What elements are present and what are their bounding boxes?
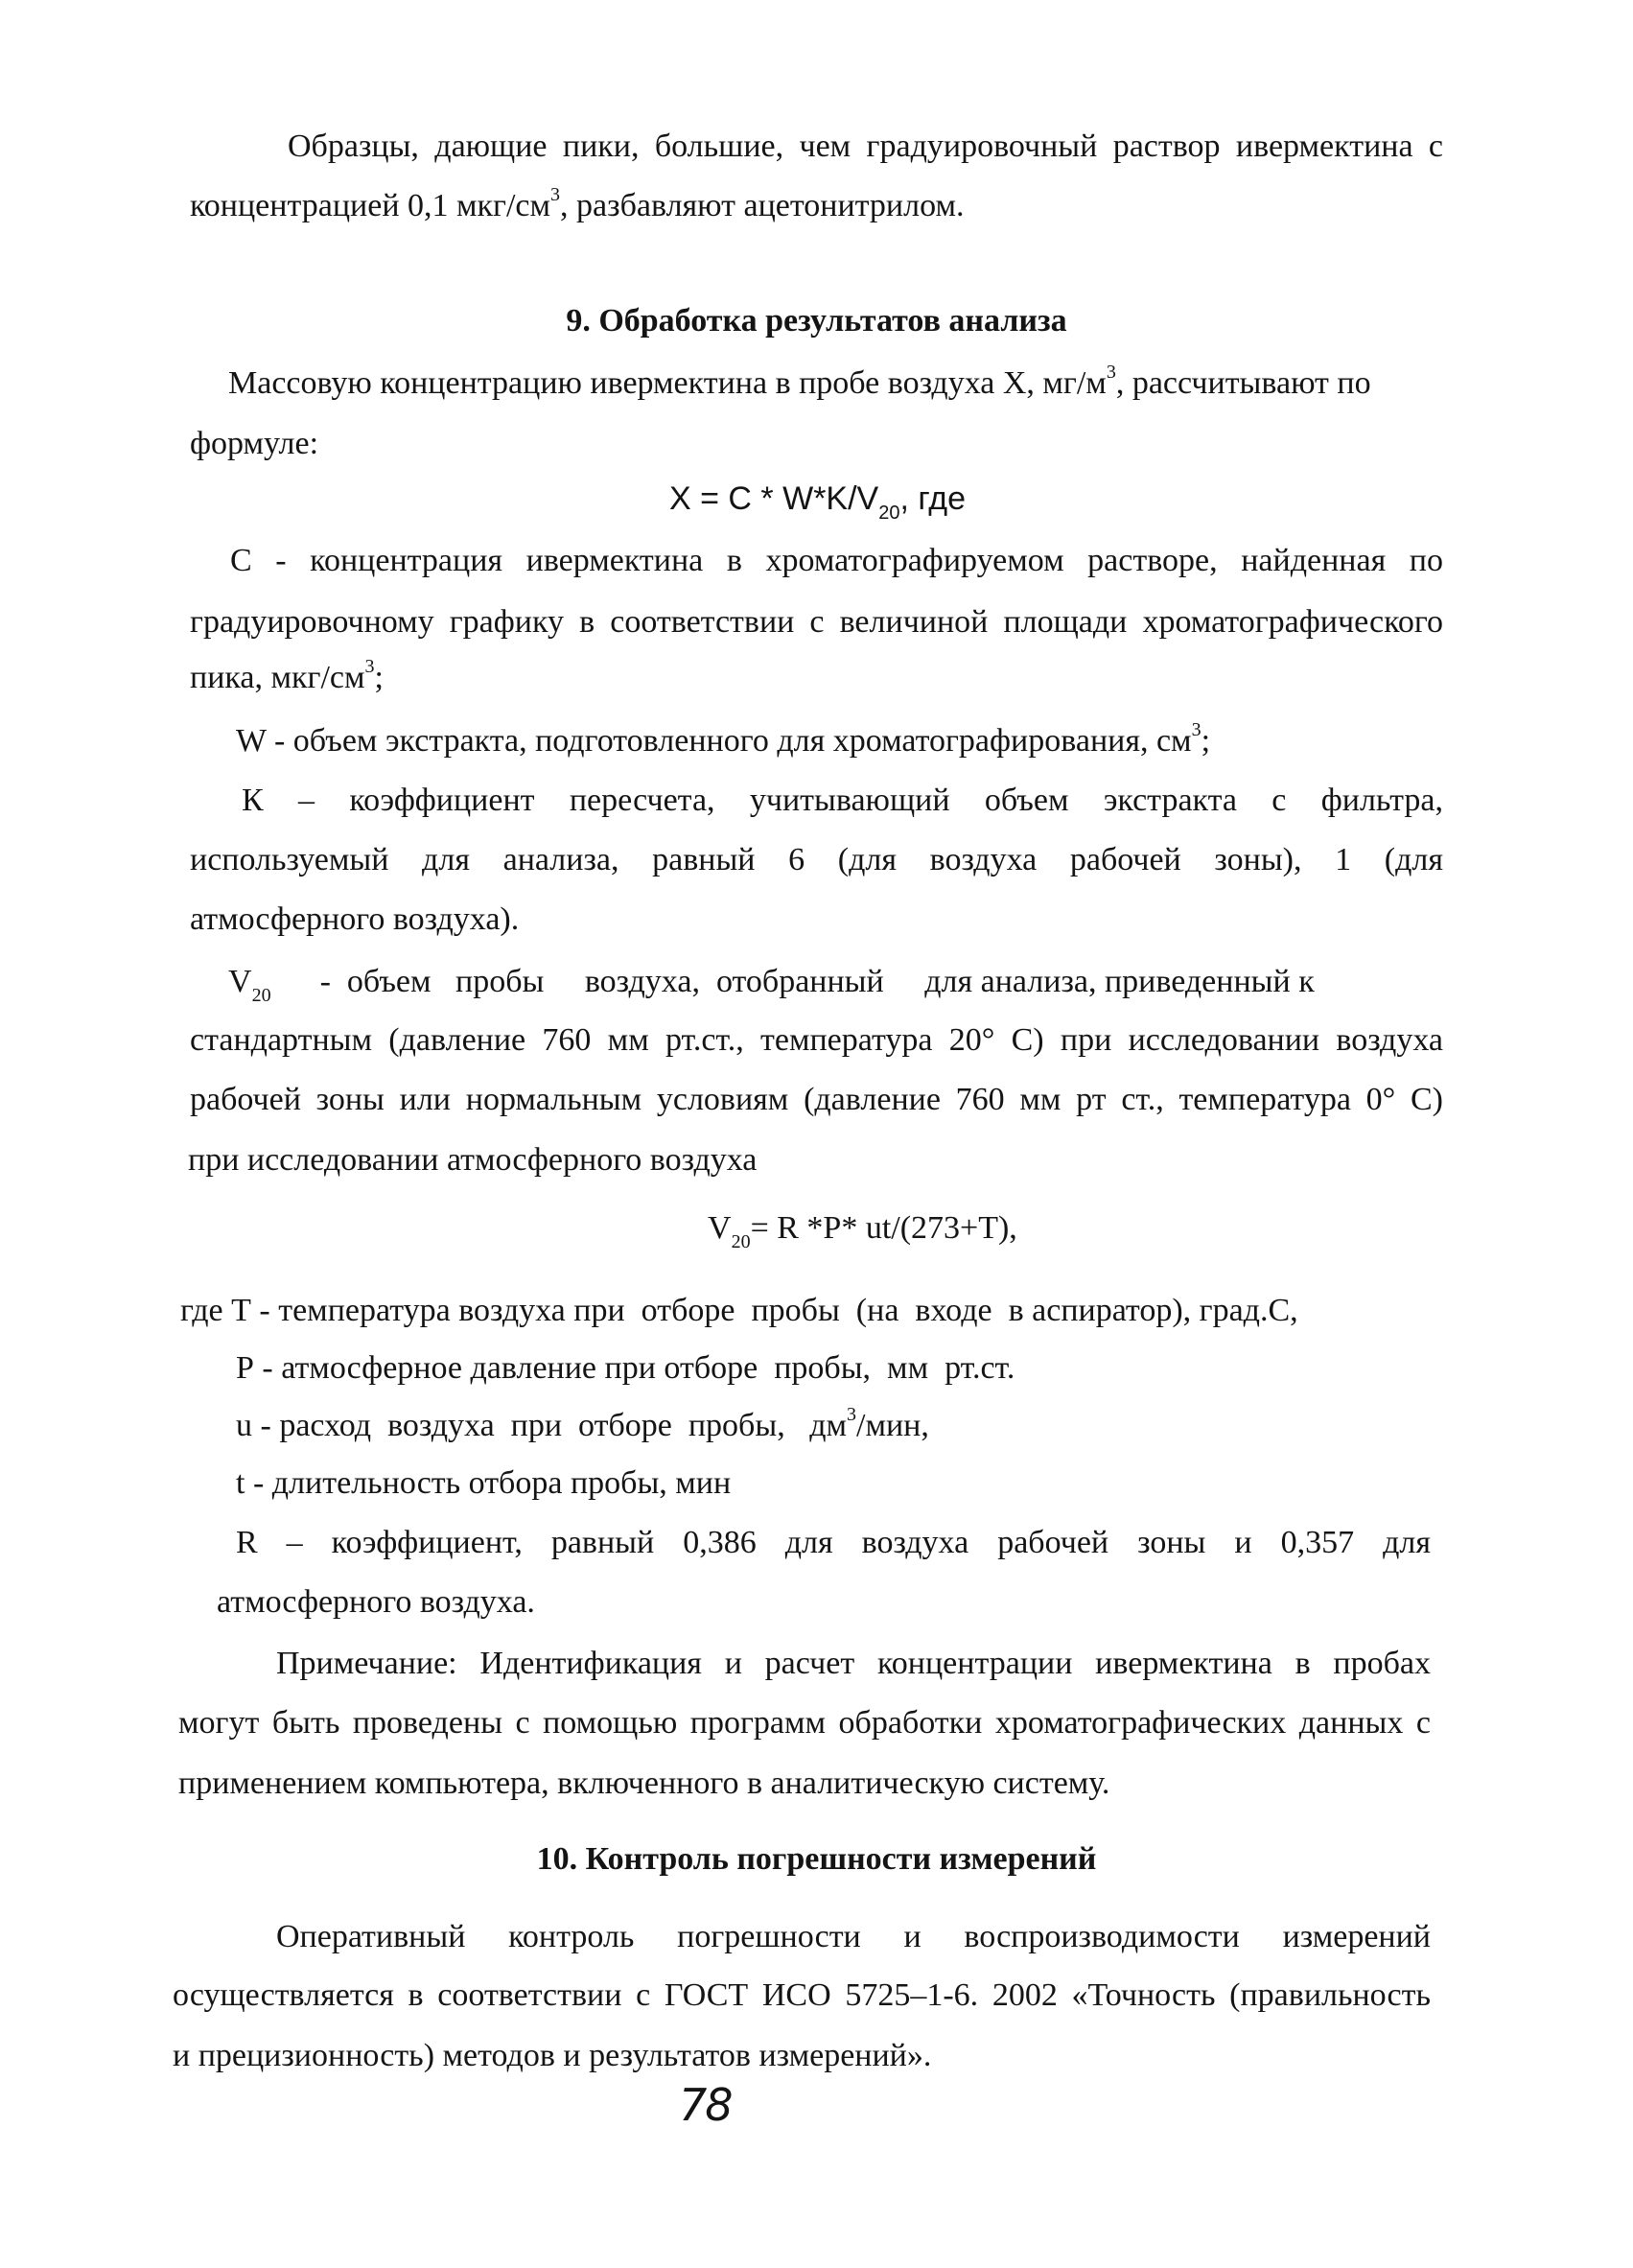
page-number — [679, 2079, 732, 2131]
text-run: X = C * W*K/V — [669, 480, 879, 517]
text-run: R – коэффициент, равный 0,386 для воздуха рабочей зоны и 0,357 для — [236, 1527, 1431, 1559]
definition-t-line — [180, 1295, 1298, 1327]
text-run: , рассчитывают по — [1115, 365, 1371, 401]
note-line-1 — [276, 1648, 1431, 1680]
superscript: 3 — [847, 1403, 857, 1425]
subscript: 20 — [878, 502, 900, 524]
note-line-3 — [178, 1767, 1109, 1800]
note-line-2 — [178, 1707, 1431, 1740]
text-run: Массовую концентрацию ивермектина в пробе воздуха X, мг/м — [228, 365, 1107, 401]
definition-k-line-3 — [190, 903, 519, 936]
text-run: V — [228, 964, 252, 999]
superscript: 3 — [364, 655, 375, 677]
text-run: ; — [374, 660, 384, 695]
text-run: используемый для анализа, равный 6 (для воздуха рабочей зоны), 1 (для — [190, 844, 1443, 877]
definition-k-line-1 — [242, 784, 1443, 817]
text-run: и прецизионность) методов и результатов измерений». — [173, 2038, 932, 2073]
definition-c-line-1 — [230, 545, 1443, 577]
text-run: Примечание: Идентификация и расчет концентрации ивермектина в пробах — [276, 1648, 1431, 1680]
page-number-text: 78 — [679, 2079, 732, 2131]
superscript: 3 — [1191, 718, 1201, 740]
text-run: V — [708, 1210, 732, 1246]
text-run: К – коэффициент пересчета, учитывающий объем экстракта с фильтра, — [242, 784, 1443, 817]
definition-v20-line-4 — [188, 1144, 757, 1177]
definition-v20-line-3 — [190, 1084, 1443, 1116]
text-run: Оперативный контроль погрешности и воспроизводимости измерений — [276, 1921, 1431, 1953]
definition-tt-line — [236, 1467, 731, 1500]
subscript: 20 — [251, 984, 271, 1006]
section-10-heading — [0, 1843, 1633, 1876]
definition-r-line-1 — [236, 1527, 1431, 1559]
text-run: при исследовании атмосферного воздуха — [188, 1142, 758, 1178]
samples-paragraph-line-2 — [190, 183, 965, 223]
text-run: где Т - температура воздуха при отборе пробы (на входе в аспиратор), град.С, — [180, 1293, 1298, 1328]
definition-c-line-3 — [190, 655, 384, 695]
section-10-line-1 — [276, 1921, 1431, 1953]
text-run: применением компьютера, включенного в аналитическую систему. — [178, 1765, 1110, 1801]
text-run: атмосферного воздуха). — [190, 901, 520, 937]
section-9-heading — [0, 305, 1633, 338]
text-run: атмосферного воздуха. — [217, 1584, 535, 1620]
text-run: Р - атмосферное давление при отборе пробы, мм рт.ст. — [236, 1350, 1015, 1386]
definition-u-line — [236, 1403, 929, 1443]
samples-paragraph-line-1 — [288, 130, 1443, 163]
text-run: , где — [899, 480, 966, 517]
formula-x — [669, 480, 966, 524]
text-run: формуле: — [190, 426, 319, 461]
superscript: 3 — [1106, 361, 1116, 383]
definition-p-line — [236, 1352, 1015, 1385]
definition-v20-line-1 — [228, 964, 1443, 1006]
text-run: стандартным (давление 760 мм рт.ст., температура 20° С) при исследовании воздуха — [190, 1024, 1443, 1057]
text-run: = R *P* ut/(273+T), — [750, 1210, 1017, 1246]
text-run: концентрацией 0,1 мкг/см — [190, 188, 551, 223]
text-run: С - концентрация ивермектина в хроматографируемом растворе, найденная по — [230, 545, 1443, 577]
superscript: 3 — [550, 183, 561, 205]
heading-text: 10. Контроль погрешности измерений — [536, 1841, 1097, 1877]
text-run: осуществляется в соответствии с ГОСТ ИСО 5725–1-6. 2002 «Точность (правильность — [173, 1979, 1431, 2012]
text-run: - объем пробы воздуха, отобранный для анализа, приведенный к — [270, 964, 1315, 999]
text-run: Образцы, дающие пики, большие, чем градуировочный раствор ивермектина с — [288, 130, 1443, 163]
definition-v20-line-2 — [190, 1024, 1443, 1057]
text-run: рабочей зоны или нормальным условиям (давление 760 мм рт ст., температура 0° С) — [190, 1084, 1443, 1116]
text-run: ; — [1201, 723, 1211, 759]
text-run: могут быть проведены с помощью программ обработки хроматографических данных с — [178, 1707, 1431, 1740]
text-run: /мин, — [856, 1408, 929, 1443]
text-run: W - объем экстракта, подготовленного для хроматографирования, см — [236, 723, 1192, 759]
text-run: градуировочному графику в соответствии с величиной площади хроматографического — [190, 606, 1443, 639]
section-10-line-2 — [173, 1979, 1431, 2012]
subscript: 20 — [731, 1230, 751, 1252]
formula-v20 — [708, 1210, 1017, 1252]
definition-c-line-2 — [190, 606, 1443, 639]
definition-w-line — [236, 718, 1211, 759]
text-run: пика, мкг/см — [190, 660, 365, 695]
text-run: u - расход воздуха при отборе пробы, дм — [236, 1408, 848, 1443]
heading-text: 9. Обработка результатов анализа — [566, 303, 1067, 339]
text-run: , разбавляют ацетонитрилом. — [560, 188, 965, 223]
section-9-intro-line-2 — [190, 428, 318, 460]
section-10-line-3 — [173, 2040, 931, 2072]
section-9-intro-line-1 — [228, 361, 1444, 401]
definition-r-line-2 — [217, 1586, 535, 1619]
text-run: t - длительность отбора пробы, мин — [236, 1465, 732, 1501]
definition-k-line-2 — [190, 844, 1443, 877]
